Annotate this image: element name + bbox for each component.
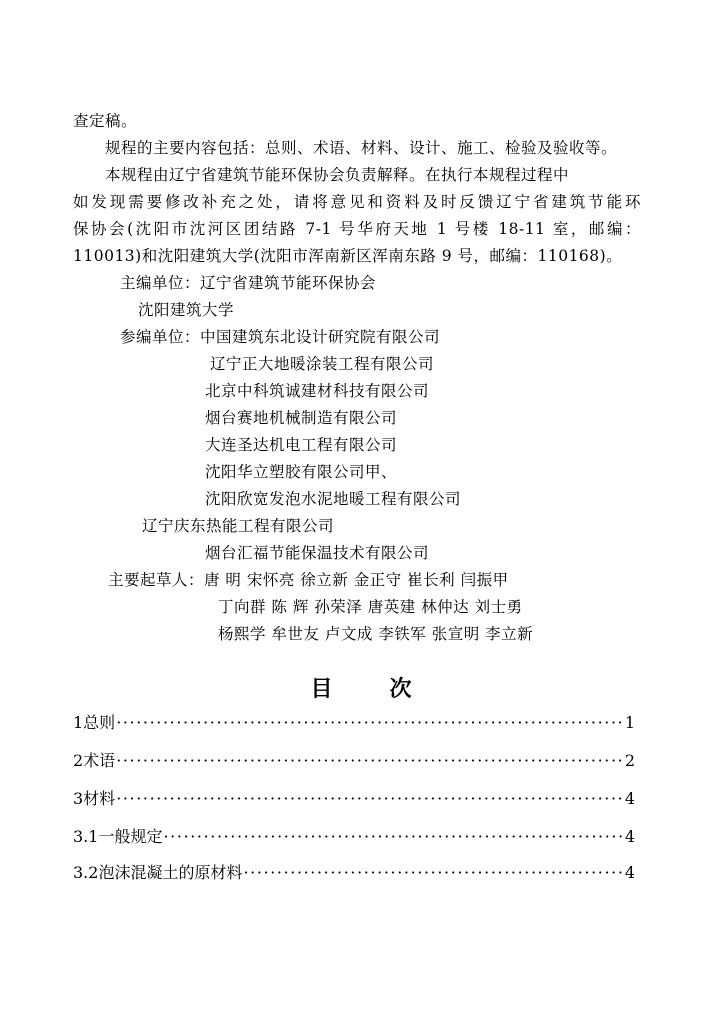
toc-leader-dots (243, 862, 623, 884)
toc-entry-label: 2术语 (73, 751, 116, 770)
participating-unit: 烟台汇福节能保温技术有限公司 (205, 544, 430, 562)
toc-entry-page: 4 (624, 863, 635, 882)
toc-entry-label: 3.1一般规定 (73, 827, 163, 846)
toc-entry-page: 4 (624, 789, 635, 808)
toc-leader-dots (116, 712, 624, 734)
toc-title (0, 672, 723, 703)
toc-entry-label: 3.2泡沫混凝土的原材料 (73, 863, 243, 882)
toc-entry-page: 2 (624, 751, 635, 770)
toc-title-char-2: 次 (389, 677, 413, 702)
participating-unit: 北京中科筑诚建材科技有限公司 (205, 382, 430, 400)
participating-unit: 大连圣达机电工程有限公司 (205, 436, 398, 454)
participating-unit: 烟台赛地机械制造有限公司 (205, 409, 398, 427)
toc-entry-label: 3材料 (73, 789, 116, 808)
toc-leader-dots (116, 788, 624, 810)
toc-entry[interactable] (73, 826, 635, 848)
toc-title-char-1: 目 (310, 677, 334, 702)
participating-unit: 辽宁庆东热能工程有限公司 (142, 517, 335, 535)
participating-unit: 沈阳华立塑胶有限公司甲、 (205, 463, 398, 481)
drafters-line-3: 杨熙学 牟世友 卢文成 李铁军 张宣明 李立新 (218, 625, 534, 643)
participating-unit: 辽宁正大地暖涂装工程有限公司 (210, 355, 435, 373)
drafters-line-2: 丁向群 陈 辉 孙荣泽 唐英建 林仲达 刘士勇 (218, 598, 523, 616)
toc-entry[interactable] (73, 862, 635, 884)
toc-entry[interactable] (73, 788, 635, 810)
preface-line-4: 如发现需要修改补充之处，请将意见和资料及时反馈辽宁省建筑节能环 (73, 193, 641, 211)
chief-editor-line: 主编单位：辽宁省建筑节能环保协会 (120, 274, 377, 292)
toc-entry-page: 1 (624, 713, 635, 732)
toc-leader-dots (163, 826, 623, 848)
chief-editor-line-2: 沈阳建筑大学 (138, 301, 235, 319)
toc-leader-dots (116, 750, 624, 772)
preface-line-6: 110013)和沈阳建筑大学(沈阳市浑南新区浑南东路 9 号，邮编：110168)。 (73, 247, 623, 265)
toc-entry[interactable] (73, 750, 635, 772)
preface-line-1: 查定稿。 (73, 112, 138, 130)
drafters-line-1: 主要起草人：唐 明 宋怀亮 徐立新 金正守 崔长利 闫振甲 (108, 571, 509, 589)
toc-entry-page: 4 (624, 827, 635, 846)
toc-entry[interactable] (73, 712, 635, 734)
participating-unit: 沈阳欣宽发泡水泥地暖工程有限公司 (205, 490, 462, 508)
participating-unit-line: 参编单位：中国建筑东北设计研究院有限公司 (120, 328, 441, 346)
preface-line-3: 本规程由辽宁省建筑节能环保协会负责解释。在执行本规程过程中 (105, 166, 570, 184)
preface-line-2: 规程的主要内容包括：总则、术语、材料、设计、施工、检验及验收等。 (105, 139, 618, 157)
preface-line-5: 保协会(沈阳市沈河区团结路 7-1 号华府天地 1 号楼 18-11 室，邮编： (73, 220, 641, 238)
toc-entry-label: 1总则 (73, 713, 116, 732)
